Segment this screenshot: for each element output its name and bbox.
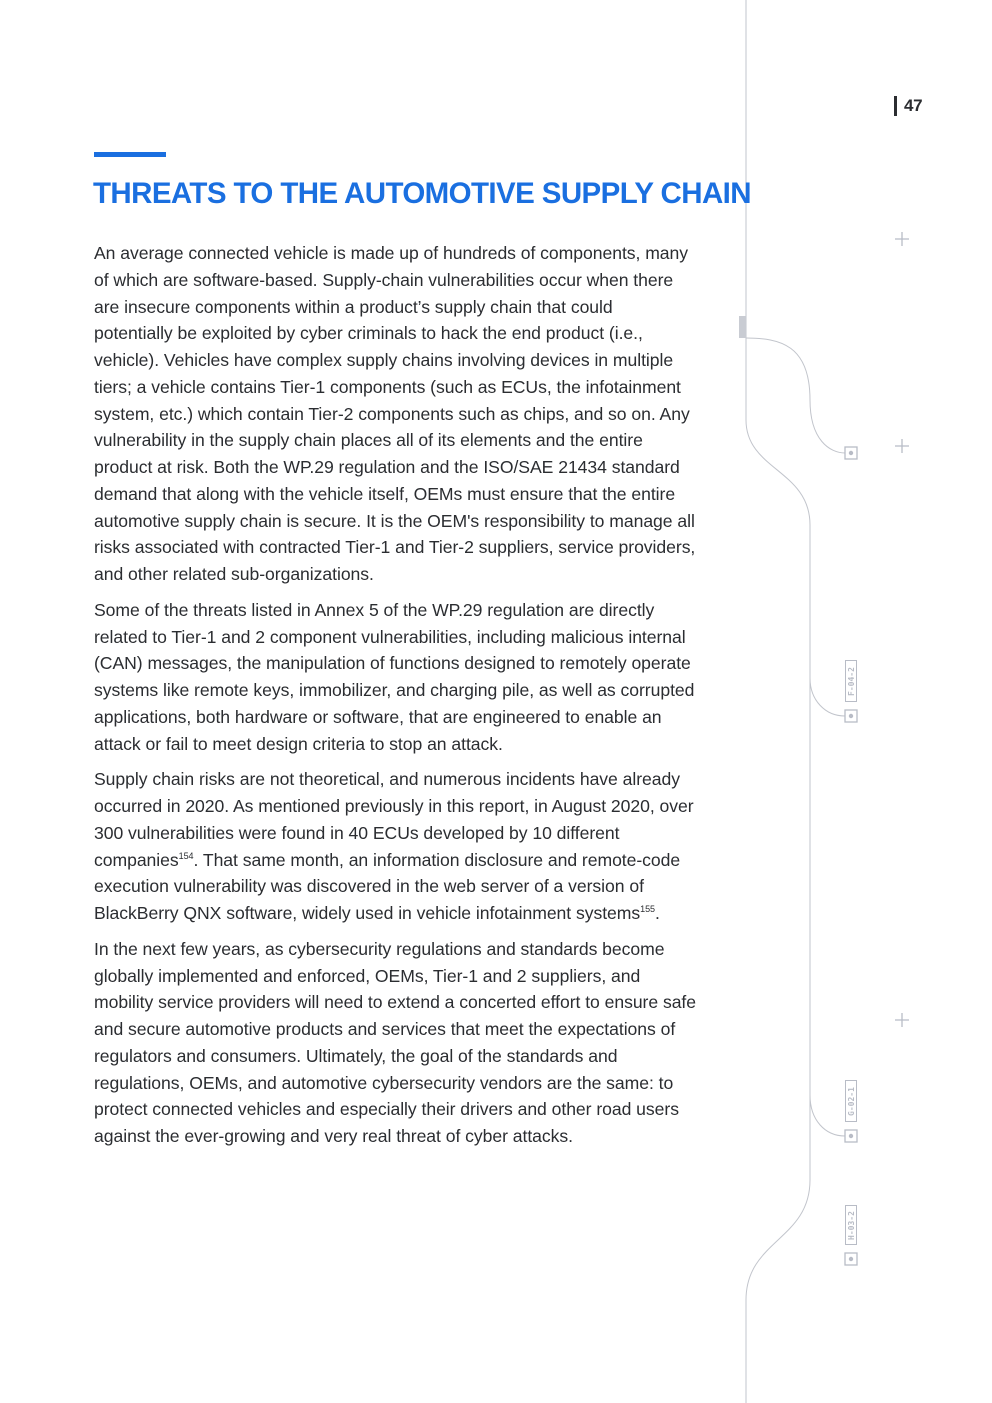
circuit-node-dot — [849, 451, 853, 455]
plus-icon — [895, 439, 909, 453]
page-number: 47 — [894, 96, 922, 116]
circuit-branch-line — [810, 1095, 845, 1136]
circuit-tag-label: H-03-2 — [846, 1210, 856, 1240]
circuit-tag — [845, 660, 857, 702]
circuit-branch-line — [746, 338, 845, 453]
plus-icon — [895, 232, 909, 246]
circuit-node-dot — [849, 1134, 853, 1138]
circuit-node-dot — [849, 714, 853, 718]
circuit-node — [845, 1130, 857, 1142]
circuit-node — [845, 710, 857, 722]
paragraph-text: . — [655, 903, 660, 923]
circuit-tag — [845, 1205, 857, 1245]
paragraph-text: . That same month, an information disclosure and remote-code execution vulnerability was discovered in the web server of a version of BlackBerry QNX software, widely used in vehicle infotainment systems — [94, 849, 681, 923]
paragraph-text: Supply chain risks are not theoretical, and numerous incidents have already occurred in 2020. As mentioned previously in this report, in August 2020, over 300 vulnerabilities were found in 40 ECUs developed by 10 different companies — [94, 769, 694, 870]
footnote-reference[interactable]: 154 — [178, 850, 194, 861]
paragraph: In the next few years, as cybersecurity regulations and standards become globally implemented and enforced, OEMs, Tier-1 and 2 suppliers, and mobility service providers will need to extend a concerted effort to ensure safe and secure automotive products and services that meet the expectations of regulators and consumers. Ultimately, the goal of the standards and regulations, OEMs, and automotive cybersecurity vendors are the same: to protect connected vehicles and especially their drivers and other road users against the ever-growing and very real threat of cyber attacks. — [94, 938, 696, 1146]
footnote-reference[interactable]: 155 — [640, 904, 656, 915]
circuit-node — [845, 447, 857, 459]
article-body — [94, 240, 696, 1159]
plus-icon — [895, 1013, 909, 1027]
circuit-main-line — [746, 0, 810, 1403]
title-accent-bar — [94, 152, 166, 157]
circuit-branch-line — [810, 678, 845, 716]
circuit-node-dot — [849, 1257, 853, 1261]
circuit-marker — [739, 316, 746, 338]
page-title: THREATS TO THE AUTOMOTIVE SUPPLY CHAIN — [93, 177, 751, 210]
paragraph: An average connected vehicle is made up of hundreds of components, many of which are software-based. Supply-chain vulnerabilities occur when there are insecure components within a product’s supply chain that could potentially be exploited by cyber criminals to hack the end product (i.e., vehicle). Vehicles have complex supply chains involving devices in multiple tiers; a vehicle contains Tier-1 components (such as ECUs, the infotainment system, etc.) which contain Tier-2 components such as chips, and so on. Any vulnerability in the supply chain places all of its elements and the entire product at risk. Both the WP.29 regulation and the ISO/SAE 21434 standard demand that along with the vehicle itself, OEMs must ensure that the entire automotive supply chain is secure. It is the OEM's responsibility to manage all risks associated with contracted Tier-1 and Tier-2 suppliers, service providers, and other related sub-organizations. — [94, 243, 696, 584]
circuit-tag-label: F-04-2 — [846, 666, 856, 696]
paragraph — [94, 766, 696, 927]
circuit-tag — [845, 1080, 857, 1122]
paragraph: Some of the threats listed in Annex 5 of the WP.29 regulation are directly related to Tier-1 and 2 component vulnerabilities, including malicious internal (CAN) messages, the manipulation of functions designed to remotely operate systems like remote keys, immobilizer, and charging pile, as well as corrupted applications, both hardware or software, that are engineered to enable an attack or fail to meet design criteria to stop an attack. — [94, 599, 695, 754]
circuit-node — [845, 1253, 857, 1265]
circuit-tag-label: G-02-1 — [846, 1086, 856, 1116]
